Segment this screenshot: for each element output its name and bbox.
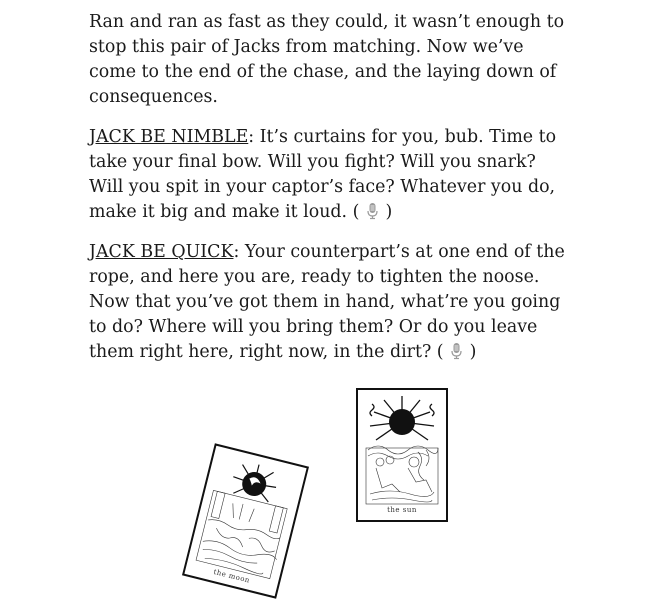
microphone-icon: [366, 202, 379, 220]
moon-card-illustration: [184, 446, 306, 597]
speaker-jack-be-quick: JACK BE QUICK: [89, 242, 234, 262]
intro-paragraph: [89, 10, 569, 110]
document-body: [89, 10, 569, 380]
jack-be-quick-text: : Your counterpart’s at one end of the rope, and here you are, ready to tighten the noose. Now that you’ve got them in hand, what’re you going to do? Where will you bring them? Or do you leave them right here, right now, in the dirt? (: [89, 242, 565, 362]
speaker-jack-be-nimble: JACK BE NIMBLE: [89, 127, 249, 147]
sun-card-caption: the sun: [387, 506, 417, 514]
sun-card-illustration: [358, 390, 446, 520]
microphone-icon: [450, 342, 463, 360]
jack-be-quick-close: ): [469, 342, 477, 362]
moon-card-caption: the moon: [212, 567, 251, 585]
moon-tarot-card: [182, 443, 309, 598]
intro-text: Ran and ran as fast as they could, it wasn’t enough to stop this pair of Jacks from matching. Now we’ve come to the end of the chase, and the laying down of consequences.: [89, 12, 565, 107]
jack-be-nimble-paragraph: [89, 125, 569, 225]
jack-be-nimble-text: : It’s curtains for you, bub. Time to take your final bow. Will you fight? Will you snark? Will you spit in your captor’s face? Whatever you do, make it big and make it loud. (: [89, 127, 557, 222]
jack-be-nimble-close: ): [385, 202, 393, 222]
jack-be-quick-paragraph: [89, 240, 569, 365]
sun-tarot-card: [356, 388, 448, 522]
